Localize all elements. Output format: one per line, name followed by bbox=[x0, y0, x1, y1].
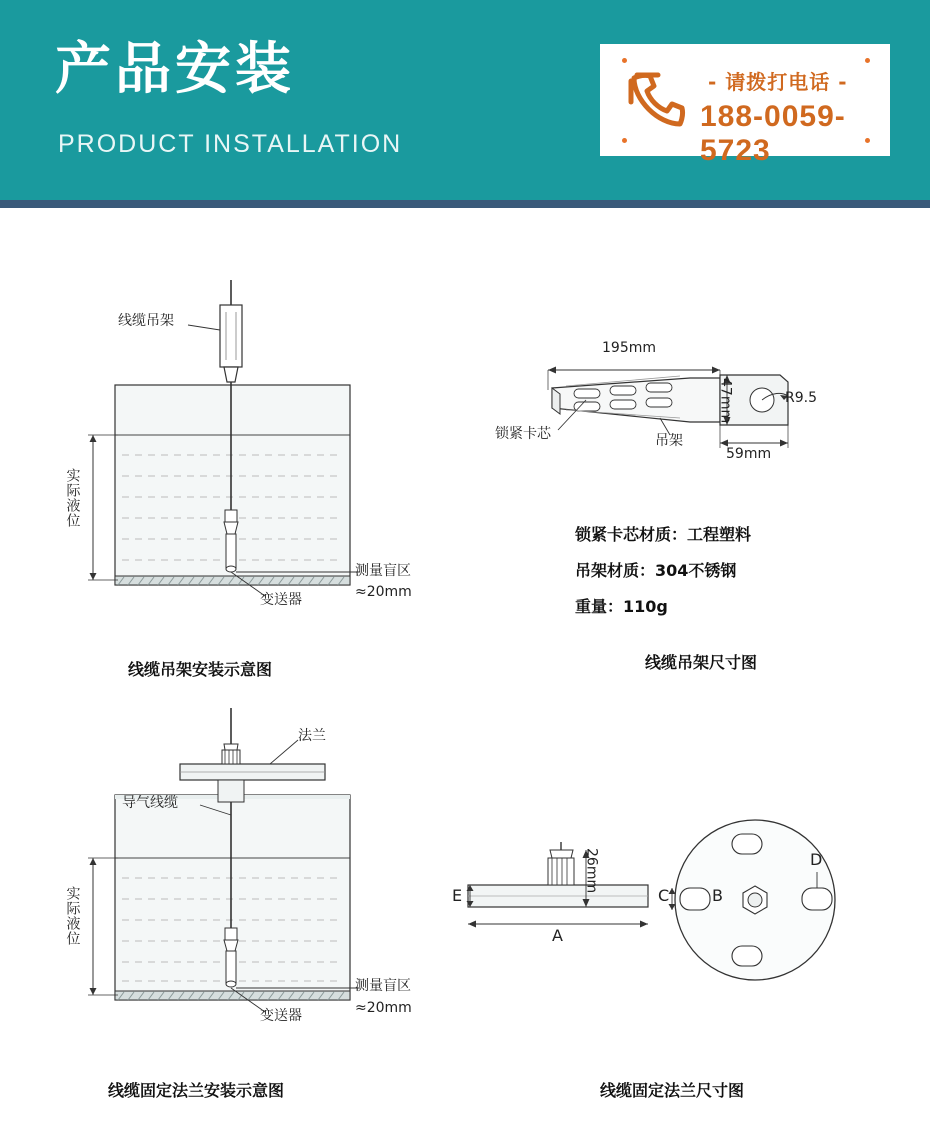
label-actual-level: 实际液位 bbox=[64, 468, 81, 528]
corner-dot-icon bbox=[865, 58, 870, 63]
dim-length: 195mm bbox=[602, 340, 656, 356]
page-header bbox=[0, 0, 930, 200]
label-blind-zone: 测量盲区 bbox=[355, 563, 411, 579]
spec-line-2: 吊架材质：304不锈钢 bbox=[575, 561, 737, 580]
label-bracket: 吊架 bbox=[655, 433, 683, 449]
phone-number: 188-0059-5723 bbox=[700, 100, 846, 167]
dim-b: B bbox=[712, 886, 723, 905]
label-blind-zone-value: ≈20mm bbox=[355, 584, 412, 600]
figure-flange-dimensions bbox=[440, 800, 860, 1030]
figure4-caption: 线缆固定法兰尺寸图 bbox=[600, 1081, 745, 1100]
label-lock-core: 锁紧卡芯 bbox=[495, 426, 551, 442]
label-vent-cable: 导气线缆 bbox=[122, 795, 178, 811]
label-blind-zone: 测量盲区 bbox=[355, 978, 411, 994]
figure3-caption: 线缆固定法兰安装示意图 bbox=[108, 1081, 285, 1100]
phone-callout bbox=[600, 44, 890, 167]
label-flange: 法兰 bbox=[298, 728, 326, 744]
label-transmitter: 变送器 bbox=[260, 592, 302, 608]
label-transmitter: 变送器 bbox=[260, 1008, 302, 1024]
label-blind-zone-value: ≈20mm bbox=[355, 1000, 412, 1016]
label-actual-level: 实际液位 bbox=[64, 886, 81, 946]
header-divider bbox=[0, 200, 930, 208]
label-cable-hanger: 线缆吊架 bbox=[118, 313, 174, 329]
dim-flange-height: 26mm bbox=[583, 848, 600, 894]
corner-dot-icon bbox=[622, 138, 627, 143]
spec-line-3: 重量：110g bbox=[575, 597, 668, 616]
dim-c: C bbox=[658, 886, 670, 905]
figure1-caption: 线缆吊架安装示意图 bbox=[128, 660, 273, 679]
page-subtitle: PRODUCT INSTALLATION bbox=[58, 130, 403, 158]
dim-d: D bbox=[810, 850, 823, 869]
page-title: 产品安装 bbox=[55, 37, 295, 102]
spec-line-1: 锁紧卡芯材质：工程塑料 bbox=[575, 525, 752, 544]
figure-hanger-dimensions bbox=[495, 330, 890, 500]
dim-height: 47mm bbox=[717, 378, 734, 424]
phone-call-label: - 请拨打电话 - bbox=[708, 70, 848, 94]
dim-radius: R9.5 bbox=[785, 390, 817, 406]
corner-dot-icon bbox=[622, 58, 627, 63]
figure-flange-installation bbox=[60, 700, 463, 1060]
dim-e: E bbox=[452, 886, 463, 905]
telephone-icon bbox=[628, 72, 690, 130]
dim-a: A bbox=[552, 926, 563, 945]
figure2-caption: 线缆吊架尺寸图 bbox=[645, 653, 758, 672]
dim-width: 59mm bbox=[726, 446, 772, 462]
figure-cable-hanger-installation bbox=[60, 280, 460, 640]
